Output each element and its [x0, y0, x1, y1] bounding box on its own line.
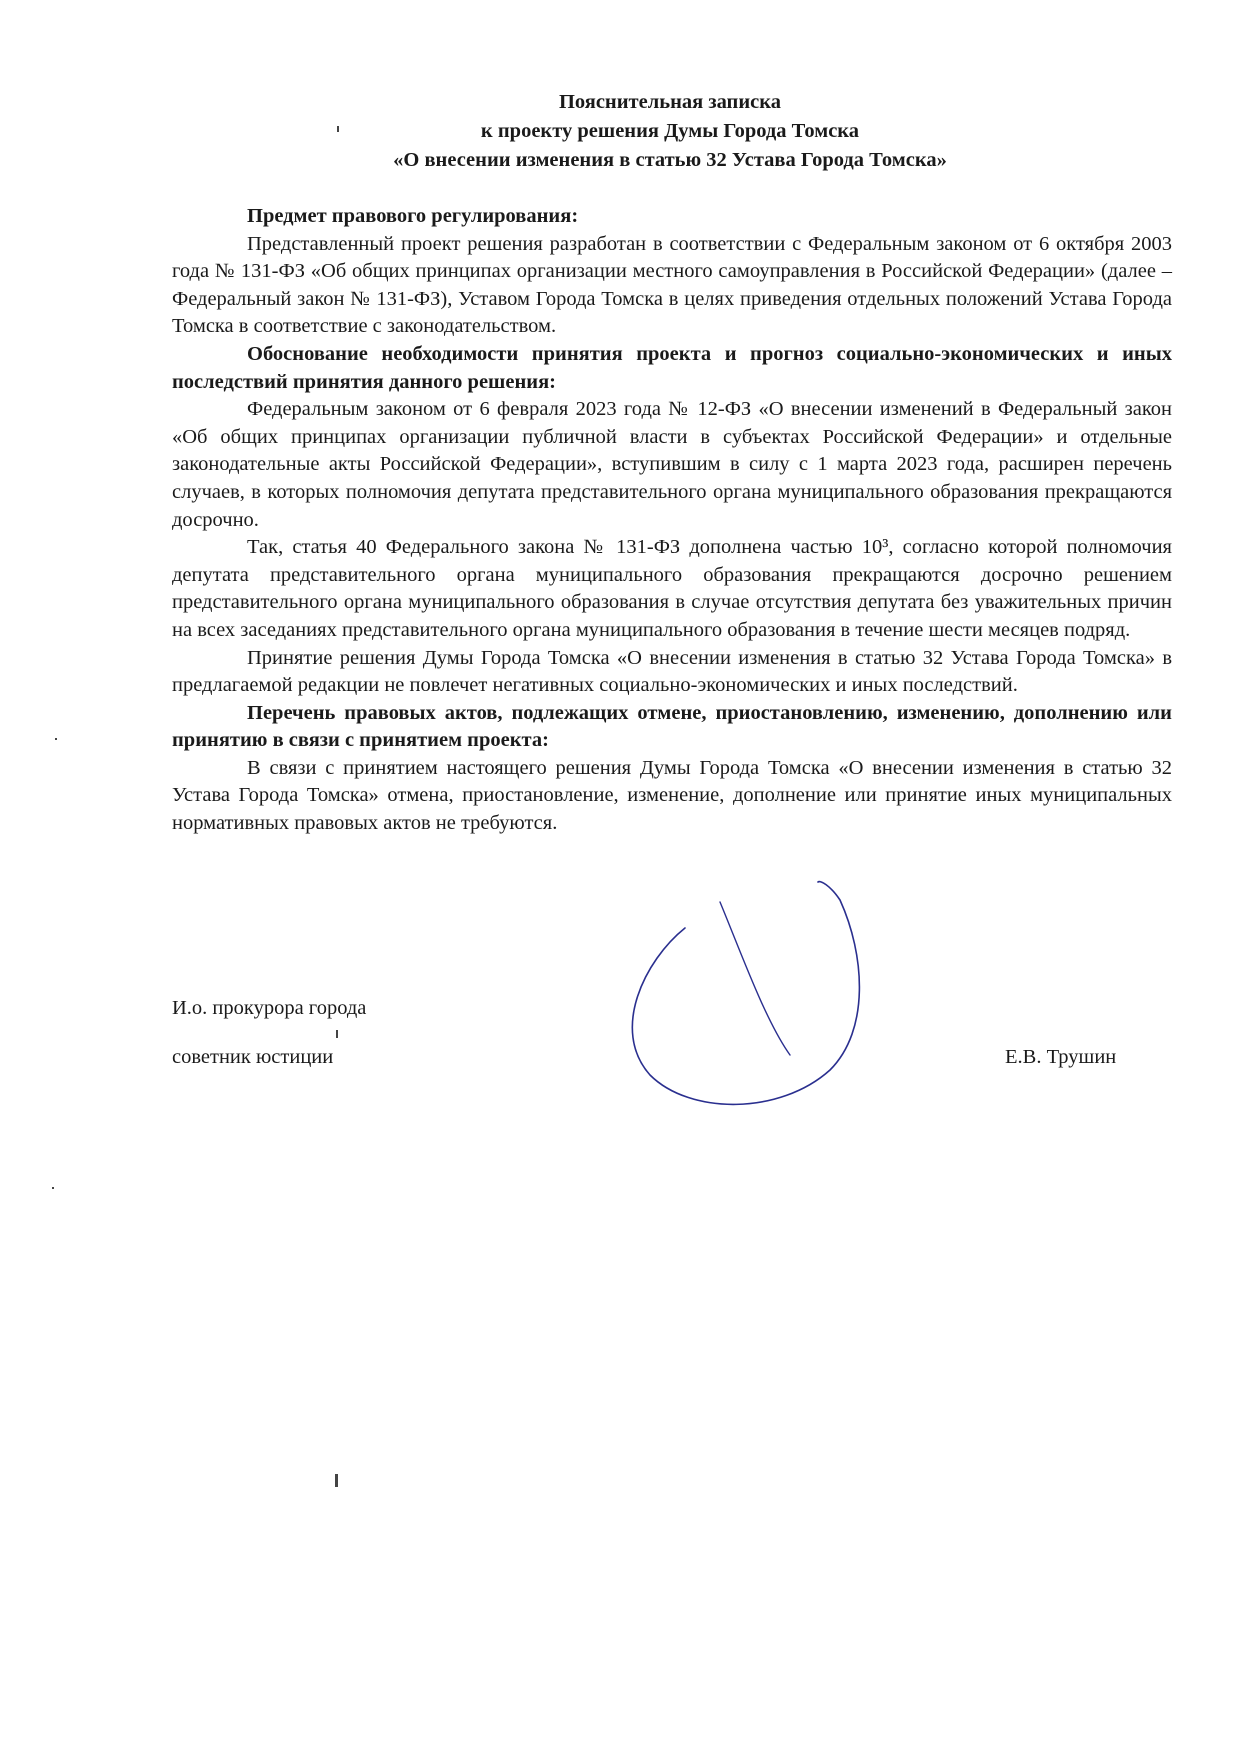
justification-paragraph-3: Принятие решения Думы Города Томска «О внесении изменения в статью 32 Устава Города Томска» в предлагаемой редакции не повлечет негативных социально-экономических и иных последствий.	[172, 646, 1172, 697]
signatory-position: И.о. прокурора города	[172, 997, 367, 1019]
signatory-name: Е.В. Трушин	[1005, 1046, 1117, 1068]
subject-paragraph: Представленный проект решения разработан в соответствии с Федеральным законом от 6 октября 2003 года № 131-ФЗ «Об общих принципах организации местного самоуправления в Российской Федерации» (далее – Федеральный закон № 131-ФЗ), Уставом Города Томска в целях приведения отдельных положений Устава Города Томска в соответствие с законодательством.	[172, 232, 1172, 338]
title-line-2: к проекту решения Думы Города Томска	[480, 120, 860, 142]
scan-mark	[336, 1030, 338, 1038]
justification-paragraph-2: Так, статья 40 Федерального закона № 131-ФЗ дополнена частью 10³, согласно которой полномочия депутата представительного органа муниципального образования прекращаются досрочно решением представительного органа муниципального образования в случае отсутствия депутата без уважительных причин на всех заседаниях представительного органа муниципального образования в течение шести месяцев подряд.	[172, 536, 1172, 641]
acts-paragraph: В связи с принятием настоящего решения Думы Города Томска «О внесении изменения в статью 32 Устава Города Томска» отмена, приостановление, изменение, дополнение или принятие иных муниципальных нормативных правовых актов не требуются.	[172, 756, 1172, 835]
document-body	[172, 203, 1172, 838]
title-line-3: «О внесении изменения в статью 32 Устава Города Томска»	[393, 149, 947, 171]
scan-mark	[337, 126, 339, 132]
subject-heading: Предмет правового регулирования:	[247, 205, 579, 227]
scan-mark	[52, 1187, 54, 1189]
scan-mark	[335, 1474, 338, 1487]
justification-heading: Обоснование необходимости принятия проекта и прогноз социально-экономических и иных последствий принятия данного решения:	[172, 342, 1172, 393]
justification-paragraph-1: Федеральным законом от 6 февраля 2023 года № 12-ФЗ «О внесении изменений в Федеральный закон «Об общих принципах организации публичной власти в субъектах Российской Федерации» и отдельные законодательные акты Российской Федерации», вступившим в силу с 1 марта 2023 года, расширен перечень случаев, в которых полномочия депутата представительного органа муниципального образования прекращаются досрочно.	[172, 398, 1172, 531]
signature-stroke	[720, 902, 790, 1055]
acts-heading: Перечень правовых актов, подлежащих отмене, приостановлению, изменению, дополнению или принятию в связи с принятием проекта:	[172, 701, 1172, 752]
signatory-rank: советник юстиции	[172, 1046, 334, 1068]
scan-mark	[55, 738, 57, 740]
document-title	[170, 88, 1170, 175]
title-line-1: Пояснительная записка	[558, 91, 782, 113]
handwritten-signature	[590, 880, 880, 1120]
signature-loop	[632, 882, 859, 1105]
